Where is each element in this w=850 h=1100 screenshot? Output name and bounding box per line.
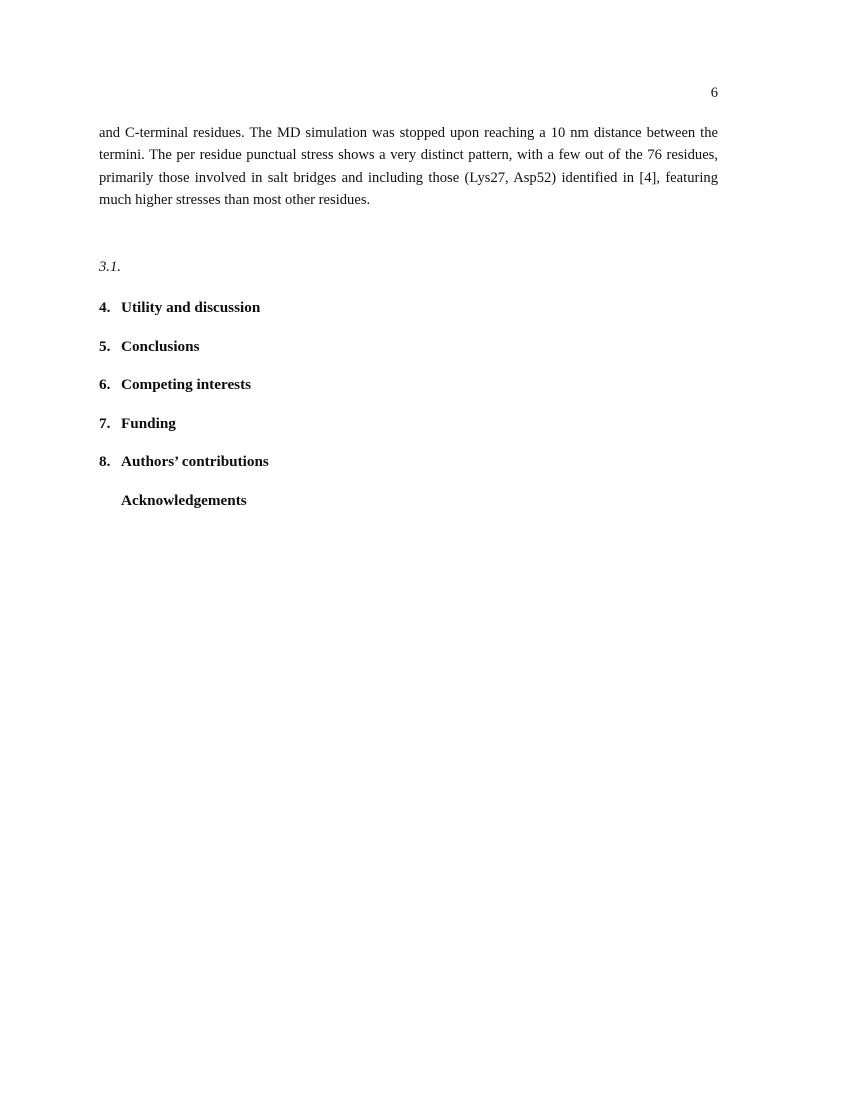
section-heading-utility-and-discussion[interactable] bbox=[99, 300, 260, 315]
section-title: Acknowledgements bbox=[121, 491, 247, 509]
body-paragraph: and C-terminal residues. The MD simulation was stopped upon reaching a 10 nm distance between the termini. The per residue punctual stress shows a very distinct pattern, with a few out of the 76 residues, primarily those involved in salt bridges and including those (Lys27, Asp52) identified in [4], featuring much higher stresses than most other residues. bbox=[99, 125, 718, 209]
section-number: 8. bbox=[99, 453, 111, 470]
section-heading-authors-contributions[interactable] bbox=[99, 454, 269, 469]
section-number: 7. bbox=[99, 414, 111, 432]
subsection-label: 3.1. bbox=[99, 259, 121, 275]
section-title: Funding bbox=[121, 414, 176, 432]
section-title: Competing interests bbox=[121, 376, 252, 393]
page-number: 6 bbox=[710, 85, 718, 101]
section-title: Authors’ contributions bbox=[121, 453, 269, 470]
section-heading-competing-interests[interactable] bbox=[99, 377, 251, 392]
section-number: 5. bbox=[99, 337, 111, 355]
section-title: Conclusions bbox=[121, 337, 200, 355]
section-heading-acknowledgements[interactable] bbox=[99, 493, 247, 508]
section-title: Utility and discussion bbox=[121, 299, 261, 316]
section-number: 4. bbox=[99, 299, 111, 316]
text-block bbox=[99, 122, 718, 509]
section-number: 6. bbox=[99, 376, 111, 393]
section-heading-conclusions[interactable] bbox=[99, 339, 200, 354]
section-heading-funding[interactable] bbox=[99, 416, 176, 431]
